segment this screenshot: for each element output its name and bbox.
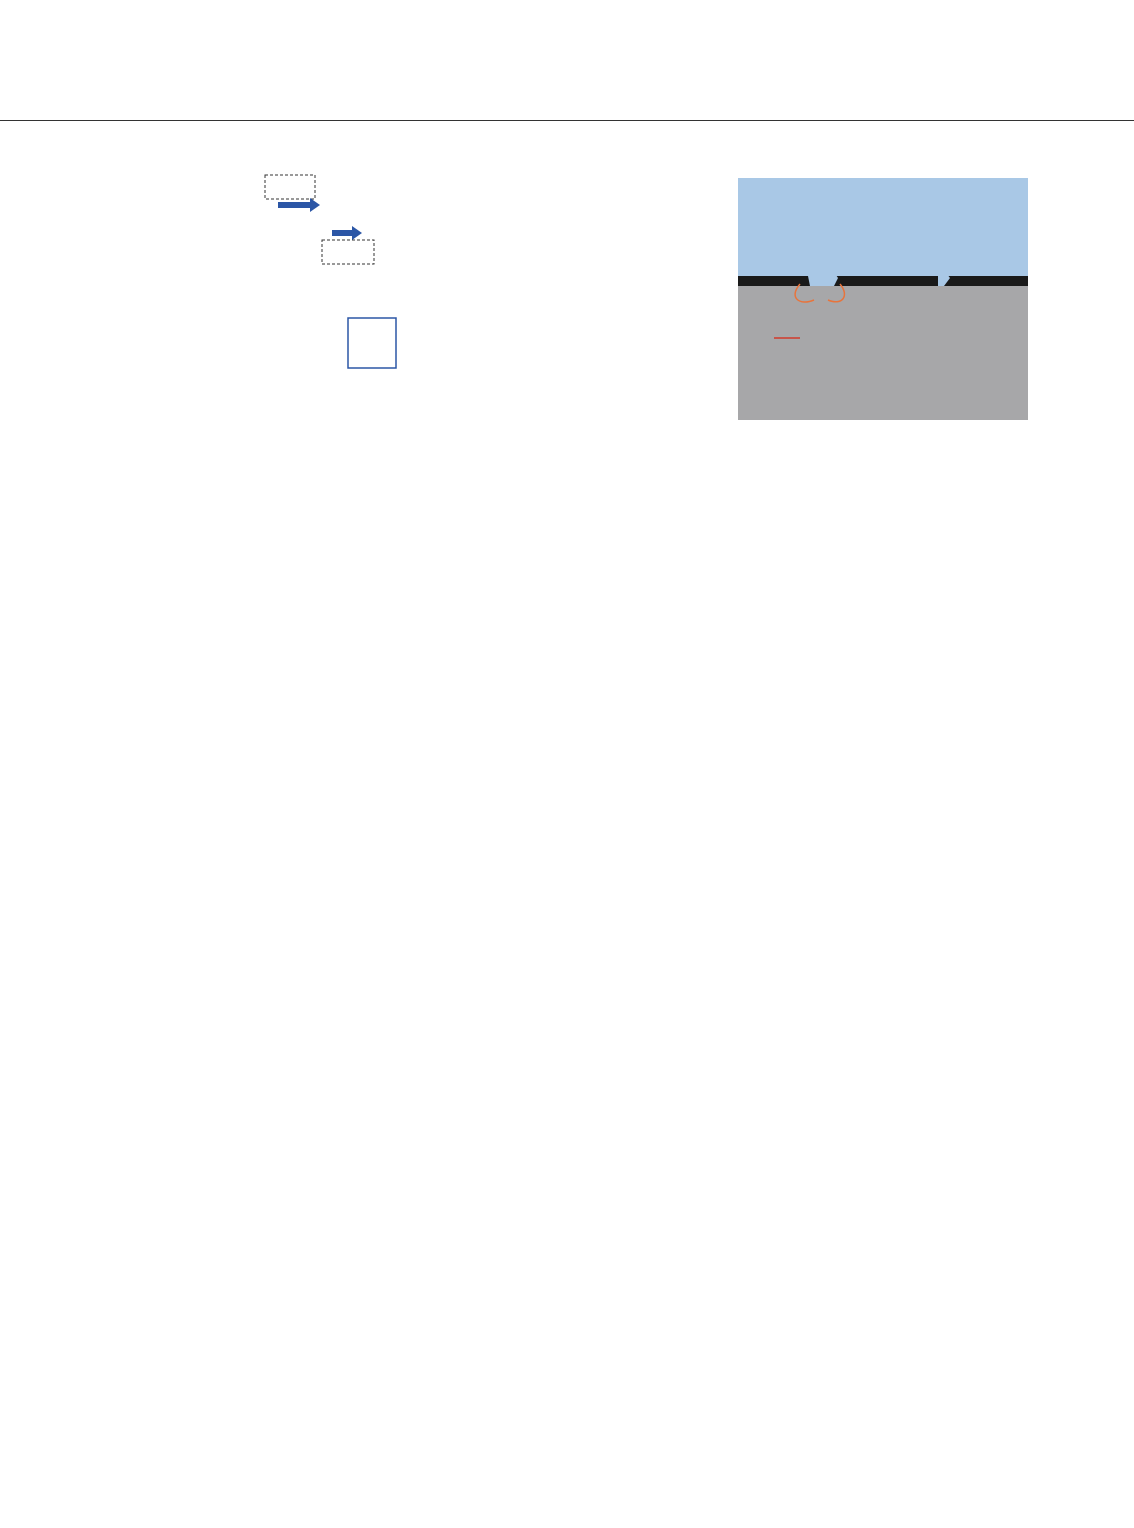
figure-1 <box>100 140 720 430</box>
figure-1-diagram <box>100 140 720 430</box>
equation-8-line2 <box>421 710 713 766</box>
fig1-step2-box <box>322 240 374 264</box>
equation-10-body <box>738 564 776 583</box>
equation-8-line1 <box>421 654 713 710</box>
equation-11-line1 <box>738 596 1028 636</box>
equation-5-body <box>107 556 143 575</box>
equation-6-line2 <box>421 586 713 620</box>
fig1-step1-arrowhead <box>310 198 320 212</box>
fig2-electrolyte <box>738 178 1028 276</box>
equation-7-body <box>421 624 457 643</box>
equation-11-body-2 <box>738 646 740 665</box>
equation-11-line2 <box>738 636 1028 676</box>
fig1-step2-arrow <box>332 230 352 236</box>
equation-6-body-2 <box>421 590 457 609</box>
equation-8-body-2 <box>421 731 495 747</box>
figure-2-diagram <box>738 178 1028 420</box>
equation-11-body-1 <box>738 606 776 625</box>
figure-2 <box>738 178 1028 420</box>
fig2-surface-film <box>738 276 1028 286</box>
header-rule <box>0 120 1134 121</box>
equation-7 <box>421 620 713 654</box>
fig1-mgoh2-box <box>348 318 396 368</box>
equation-9-line1 <box>421 766 713 822</box>
fig1-step1-box <box>265 175 315 199</box>
equation-6-line1 <box>421 552 713 586</box>
equation-9-line2 <box>421 822 713 878</box>
equation-6-body-1 <box>421 556 457 575</box>
equation-10 <box>738 552 1028 596</box>
equation-5 <box>107 552 396 586</box>
text-column-1 <box>107 552 396 586</box>
equation-9-body-2 <box>421 843 495 859</box>
fig1-step2-arrowhead <box>352 226 362 240</box>
equation-9-body-1 <box>421 787 459 803</box>
text-column-3 <box>738 552 1028 676</box>
text-column-2 <box>421 552 713 878</box>
fig2-substrate <box>738 286 1028 420</box>
equation-8-body-1 <box>421 675 459 691</box>
fig1-step1-arrow <box>278 202 310 208</box>
